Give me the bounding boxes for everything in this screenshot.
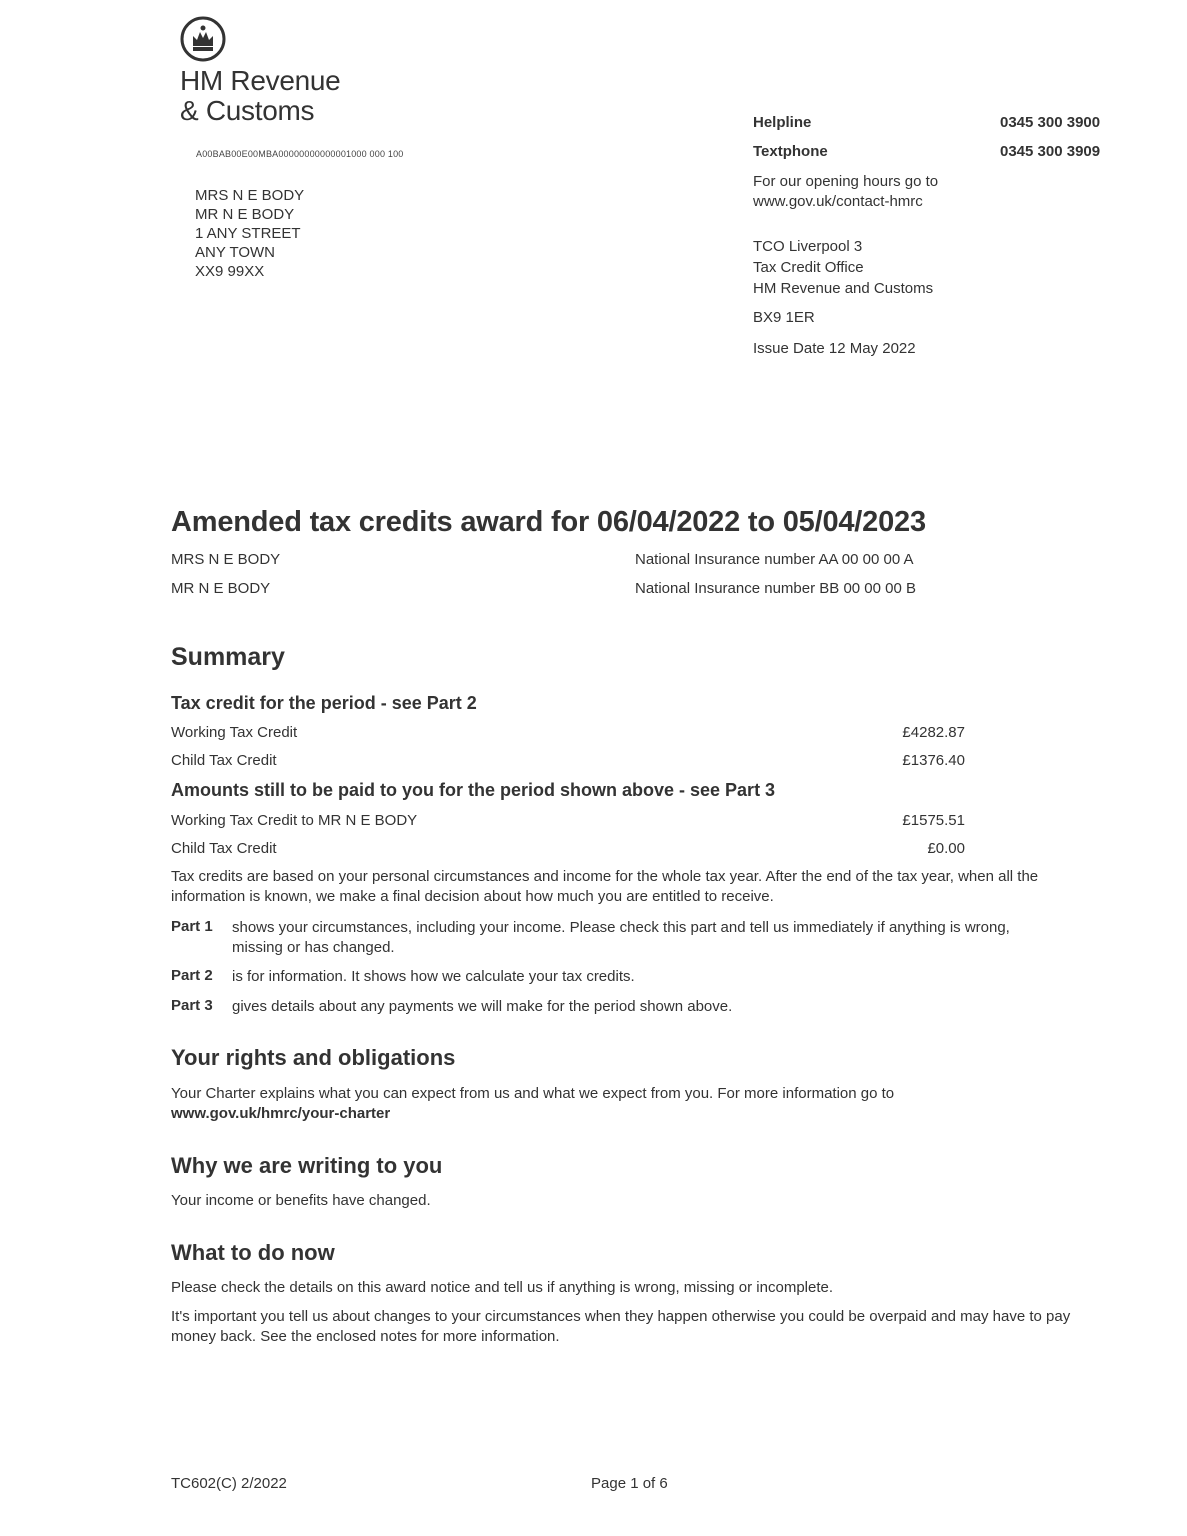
recipient-line: MR N E BODY [195, 206, 295, 223]
todo-paragraph-1: Please check the details on this award notice and tell us if anything is wrong, missing or incomplete. [171, 1279, 834, 1296]
office-address [753, 236, 933, 299]
award-title: Amended tax credits award for 06/04/2022 to 05/04/2023 [171, 506, 926, 538]
office-line: Tax Credit Office [753, 259, 864, 276]
summary-row-amount: £4282.87 [902, 724, 965, 741]
todo-heading: What to do now [171, 1240, 335, 1265]
summary-row-label: Working Tax Credit [171, 724, 298, 741]
helpline-label: Helpline [753, 114, 812, 131]
summary-row-label: Working Tax Credit to MR N E BODY [171, 812, 418, 829]
recipient-address [195, 186, 304, 281]
ni-number: National Insurance number BB 00 00 00 B [635, 580, 917, 597]
hmrc-logo-text [180, 66, 340, 126]
hmrc-crest-logo [180, 16, 226, 62]
part-description: shows your circumstances, including your income. Please check this part and tell us immediately if anything is wrong, missing or has changed. [232, 919, 1010, 956]
office-line: HM Revenue and Customs [753, 280, 934, 297]
amounts-to-be-paid-subheading: Amounts still to be paid to you for the period shown above - see Part 3 [171, 780, 776, 800]
tax-credit-period-subheading: Tax credit for the period - see Part 2 [171, 693, 477, 713]
issue-date: Issue Date 12 May 2022 [753, 340, 916, 357]
textphone-number: 0345 300 3909 [1000, 143, 1101, 160]
recipient-line: 1 ANY STREET [195, 225, 301, 242]
recipient-line: XX9 99XX [195, 263, 265, 280]
part-label: Part 3 [171, 997, 213, 1014]
part-label: Part 2 [171, 967, 213, 984]
summary-row-amount: £1376.40 [902, 752, 965, 769]
rights-heading: Your rights and obligations [171, 1045, 456, 1070]
summary-heading: Summary [171, 643, 285, 671]
opening-hours [753, 172, 938, 212]
logo-line-2: & Customs [180, 95, 315, 126]
recipient-line: ANY TOWN [195, 244, 276, 261]
summary-row-amount: £0.00 [927, 840, 965, 857]
summary-explanation: Tax credits are based on your personal circumstances and income for the whole tax year. After the end of the tax year, when all the information is known, we make a final decision about how much you are entitled to receive. [171, 868, 1039, 905]
summary-row-label: Child Tax Credit [171, 840, 277, 857]
claimant-name: MRS N E BODY [171, 551, 281, 568]
office-postcode: BX9 1ER [753, 309, 815, 326]
rights-text-block [171, 1084, 1091, 1124]
part-label: Part 1 [171, 918, 213, 935]
charter-link[interactable]: www.gov.uk/hmrc/your-charter [171, 1105, 391, 1122]
office-line: TCO Liverpool 3 [753, 238, 863, 255]
form-code: TC602(C) 2/2022 [171, 1475, 287, 1492]
barcode-reference: A00BAB00E00MBA00000000000001000 000 100 [196, 149, 404, 159]
opening-hours-text: For our opening hours go to [753, 173, 939, 190]
rights-text: Your Charter explains what you can expect from us and what we expect from you. For more information go to [171, 1085, 895, 1102]
page-number: Page 1 of 6 [591, 1475, 668, 1492]
recipient-line: MRS N E BODY [195, 187, 305, 204]
part-description: is for information. It shows how we calculate your tax credits. [232, 968, 635, 985]
ni-number: National Insurance number AA 00 00 00 A [635, 551, 914, 568]
contact-link[interactable]: www.gov.uk/contact-hmrc [753, 193, 923, 210]
why-heading: Why we are writing to you [171, 1153, 443, 1178]
helpline-number: 0345 300 3900 [1000, 114, 1101, 131]
textphone-label: Textphone [753, 143, 828, 160]
claimant-name: MR N E BODY [171, 580, 271, 597]
part-description: gives details about any payments we will make for the period shown above. [232, 998, 733, 1015]
todo-paragraph-2: It's important you tell us about changes to your circumstances when they happen otherwise you could be overpaid and may have to pay money back. See the enclosed notes for more information. [171, 1308, 1071, 1345]
summary-row-label: Child Tax Credit [171, 752, 277, 769]
logo-line-1: HM Revenue [180, 65, 341, 96]
why-text: Your income or benefits have changed. [171, 1192, 431, 1209]
summary-row-amount: £1575.51 [902, 812, 965, 829]
